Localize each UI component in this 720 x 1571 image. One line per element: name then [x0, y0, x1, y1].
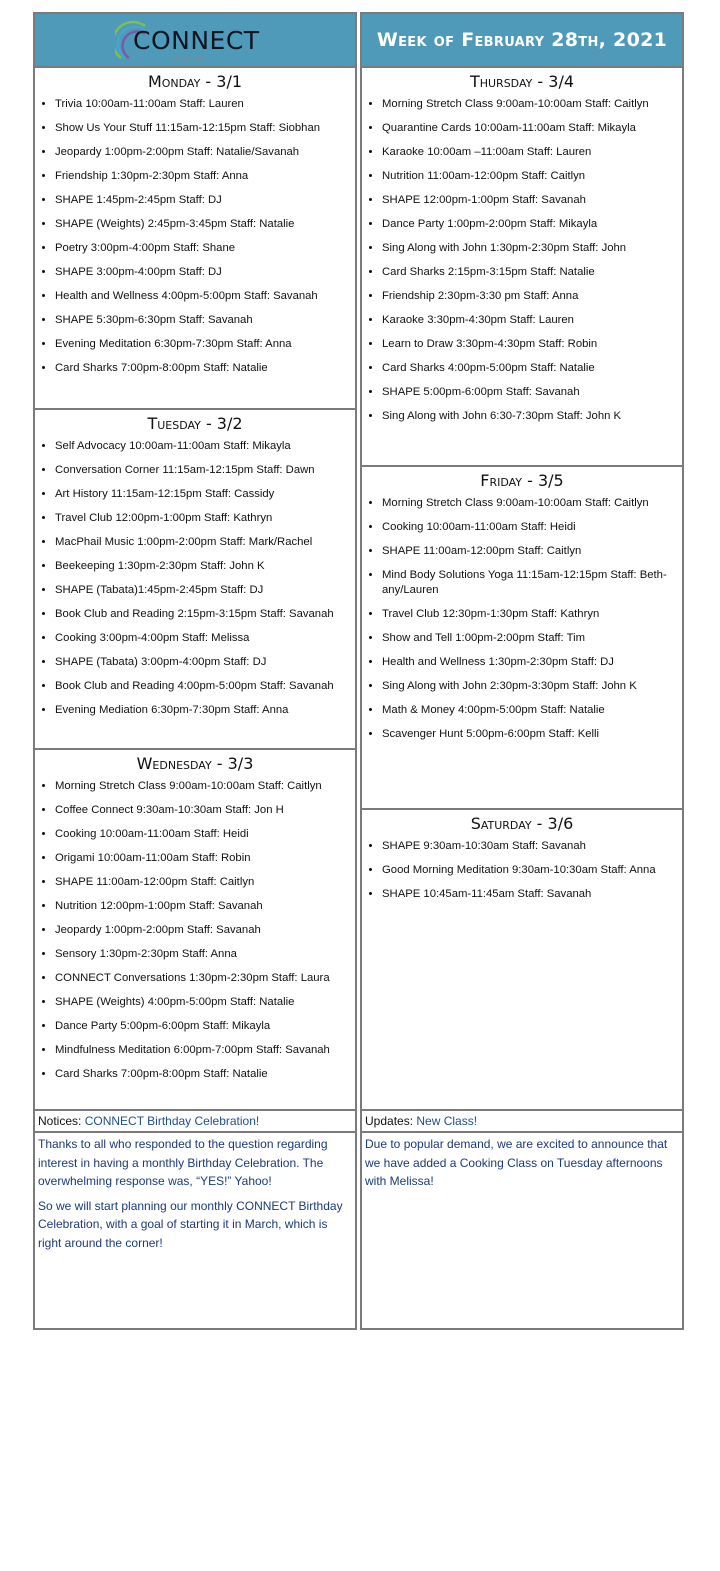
schedule-item: • Sensory 1:30pm-2:30pm Staff: Anna [55, 947, 349, 962]
schedule-item: • Friendship 2:30pm-3:30 pm Staff: Anna [382, 289, 676, 304]
schedule-item: • Scavenger Hunt 5:00pm-6:00pm Staff: Kelli [382, 727, 676, 742]
schedule-item: • SHAPE (Weights) 2:45pm-3:45pm Staff: Natalie [55, 217, 349, 232]
tuesday-box [33, 408, 357, 750]
schedule-item: • Math & Money 4:00pm-5:00pm Staff: Natalie [382, 703, 676, 718]
schedule-item: • Good Morning Meditation 9:30am-10:30am Staff: Anna [382, 863, 676, 878]
notices-body-box [33, 1131, 357, 1330]
schedule-item: • Card Sharks 2:15pm-3:15pm Staff: Natalie [382, 265, 676, 280]
notices-headline: CONNECT Birthday Celebration! [84, 1114, 260, 1128]
schedule-item: • Jeopardy 1:00pm-2:00pm Staff: Savanah [55, 923, 349, 938]
connect-logo [115, 16, 275, 64]
schedule-item: • Mindfulness Meditation 6:00pm-7:00pm Staff: Savanah [55, 1043, 349, 1058]
thursday-box [360, 66, 684, 467]
updates-label-row [362, 1111, 682, 1131]
saturday-box [360, 808, 684, 1111]
schedule-item: • Poetry 3:00pm-4:00pm Staff: Shane [55, 241, 349, 256]
tuesday-events [35, 439, 355, 718]
schedule-item: • Show Us Your Stuff 11:15am-12:15pm Staff: Siobhan [55, 121, 349, 136]
schedule-item: • Friendship 1:30pm-2:30pm Staff: Anna [55, 169, 349, 184]
schedule-item: • Learn to Draw 3:30pm-4:30pm Staff: Robin [382, 337, 676, 352]
wednesday-box [33, 748, 357, 1111]
schedule-item: • Evening Mediation 6:30pm-7:30pm Staff: Anna [55, 703, 349, 718]
schedule-item: • CONNECT Conversations 1:30pm-2:30pm Staff: Laura [55, 971, 349, 986]
schedule-item: • Travel Club 12:00pm-1:00pm Staff: Kathryn [55, 511, 349, 526]
schedule-item: • Art History 11:15am-12:15pm Staff: Cassidy [55, 487, 349, 502]
monday-events [35, 97, 355, 376]
day-title-thursday: Thursday - 3/4 [469, 72, 575, 91]
monday-box [33, 66, 357, 410]
schedule-item: • Card Sharks 4:00pm-5:00pm Staff: Natalie [382, 361, 676, 376]
schedule-item: • Cooking 3:00pm-4:00pm Staff: Melissa [55, 631, 349, 646]
schedule-item: • SHAPE 5:00pm-6:00pm Staff: Savanah [382, 385, 676, 400]
schedule-item: • Card Sharks 7:00pm-8:00pm Staff: Natalie [55, 1067, 349, 1082]
schedule-item: • Karaoke 3:30pm-4:30pm Staff: Lauren [382, 313, 676, 328]
notices-label-row [35, 1111, 355, 1131]
day-title-saturday: Saturday - 3/6 [470, 814, 574, 833]
notices-label-box [33, 1109, 357, 1133]
saturday-events [362, 839, 682, 902]
notices-body [35, 1133, 355, 1260]
updates-body-box [360, 1131, 684, 1330]
updates-body [362, 1133, 682, 1199]
week-title: Week of February 28th, 2021 [376, 29, 668, 51]
updates-label: Updates: [365, 1114, 414, 1128]
schedule-item: • Sing Along with John 2:30pm-3:30pm Staff: John K [382, 679, 676, 694]
schedule-item: • SHAPE 9:30am-10:30am Staff: Savanah [382, 839, 676, 854]
schedule-item: • Sing Along with John 1:30pm-2:30pm Staff: John [382, 241, 676, 256]
schedule-item: • Dance Party 5:00pm-6:00pm Staff: Mikayla [55, 1019, 349, 1034]
schedule-item: • Jeopardy 1:00pm-2:00pm Staff: Natalie/Savanah [55, 145, 349, 160]
schedule-item: • Evening Meditation 6:30pm-7:30pm Staff: Anna [55, 337, 349, 352]
schedule-item: • SHAPE (Tabata) 3:00pm-4:00pm Staff: DJ [55, 655, 349, 670]
schedule-item: • SHAPE 1:45pm-2:45pm Staff: DJ [55, 193, 349, 208]
friday-box [360, 465, 684, 810]
schedule-item: • Nutrition 12:00pm-1:00pm Staff: Savanah [55, 899, 349, 914]
schedule-item: • SHAPE 5:30pm-6:30pm Staff: Savanah [55, 313, 349, 328]
schedule-item: • Book Club and Reading 4:00pm-5:00pm Staff: Savanah [55, 679, 349, 694]
schedule-item: • MacPhail Music 1:00pm-2:00pm Staff: Mark/Rachel [55, 535, 349, 550]
logo-subtext: by fraser [173, 54, 205, 63]
schedule-item: • Cooking 10:00am-11:00am Staff: Heidi [55, 827, 349, 842]
schedule-item: • SHAPE 10:45am-11:45am Staff: Savanah [382, 887, 676, 902]
friday-events [362, 496, 682, 742]
logo-header [33, 12, 357, 68]
schedule-item: • Book Club and Reading 2:15pm-3:15pm Staff: Savanah [55, 607, 349, 622]
day-title-tuesday: Tuesday - 3/2 [147, 414, 243, 433]
updates-label-box [360, 1109, 684, 1133]
wednesday-events [35, 779, 355, 1082]
schedule-item: • SHAPE 11:00am-12:00pm Staff: Caitlyn [55, 875, 349, 890]
schedule-item: • SHAPE 3:00pm-4:00pm Staff: DJ [55, 265, 349, 280]
day-title-wednesday: Wednesday - 3/3 [136, 754, 254, 773]
schedule-item: • Self Advocacy 10:00am-11:00am Staff: Mikayla [55, 439, 349, 454]
schedule-item: • Beekeeping 1:30pm-2:30pm Staff: John K [55, 559, 349, 574]
schedule-item: • Karaoke 10:00am –11:00am Staff: Lauren [382, 145, 676, 160]
schedule-item: • SHAPE (Tabata)1:45pm-2:45pm Staff: DJ [55, 583, 349, 598]
schedule-item: • Travel Club 12:30pm-1:30pm Staff: Kathryn [382, 607, 676, 622]
logo-text: CONNECT [133, 26, 260, 55]
schedule-item: • Dance Party 1:00pm-2:00pm Staff: Mikayla [382, 217, 676, 232]
schedule-item: • Morning Stretch Class 9:00am-10:00am Staff: Caitlyn [382, 97, 676, 112]
notices-label: Notices: [38, 1114, 82, 1128]
schedule-item: • Trivia 10:00am-11:00am Staff: Lauren [55, 97, 349, 112]
schedule-item: • Show and Tell 1:00pm-2:00pm Staff: Tim [382, 631, 676, 646]
schedule-item: • Mind Body Solutions Yoga 11:15am-12:15pm Staff: Beth-any/Lauren [382, 568, 676, 598]
schedule-item: • SHAPE (Weights) 4:00pm-5:00pm Staff: Natalie [55, 995, 349, 1010]
day-title-monday: Monday - 3/1 [147, 72, 243, 91]
thursday-events [362, 97, 682, 424]
schedule-item: • SHAPE 11:00am-12:00pm Staff: Caitlyn [382, 544, 676, 559]
schedule-item: • Coffee Connect 9:30am-10:30am Staff: Jon H [55, 803, 349, 818]
schedule-item: • Card Sharks 7:00pm-8:00pm Staff: Natalie [55, 361, 349, 376]
schedule-item: • Quarantine Cards 10:00am-11:00am Staff: Mikayla [382, 121, 676, 136]
schedule-item: • Morning Stretch Class 9:00am-10:00am Staff: Caitlyn [382, 496, 676, 511]
notices-paragraph: Thanks to all who responded to the question regarding interest in having a monthly Birthday Celebration. The overwhelming response was, “YES!” Yahoo! [38, 1137, 328, 1188]
schedule-item: • Sing Along with John 6:30-7:30pm Staff: John K [382, 409, 676, 424]
schedule-item: • Morning Stretch Class 9:00am-10:00am Staff: Caitlyn [55, 779, 349, 794]
schedule-item: • Origami 10:00am-11:00am Staff: Robin [55, 851, 349, 866]
day-title-friday: Friday - 3/5 [480, 471, 564, 490]
schedule-item: • SHAPE 12:00pm-1:00pm Staff: Savanah [382, 193, 676, 208]
notices-paragraph: So we will start planning our monthly CONNECT Birthday Celebration, with a goal of starting it in March, which is right around the corner! [38, 1198, 343, 1250]
schedule-item: • Health and Wellness 1:30pm-2:30pm Staff: DJ [382, 655, 676, 670]
updates-headline: New Class! [416, 1114, 478, 1128]
schedule-item: • Health and Wellness 4:00pm-5:00pm Staff: Savanah [55, 289, 349, 304]
schedule-item: • Conversation Corner 11:15am-12:15pm Staff: Dawn [55, 463, 349, 478]
schedule-item: • Cooking 10:00am-11:00am Staff: Heidi [382, 520, 676, 535]
updates-paragraph: Due to popular demand, we are excited to announce that we have added a Cooking Class on Tuesday afternoons with Melissa! [365, 1137, 668, 1188]
schedule-item: • Nutrition 11:00am-12:00pm Staff: Caitlyn [382, 169, 676, 184]
week-header [360, 12, 684, 68]
